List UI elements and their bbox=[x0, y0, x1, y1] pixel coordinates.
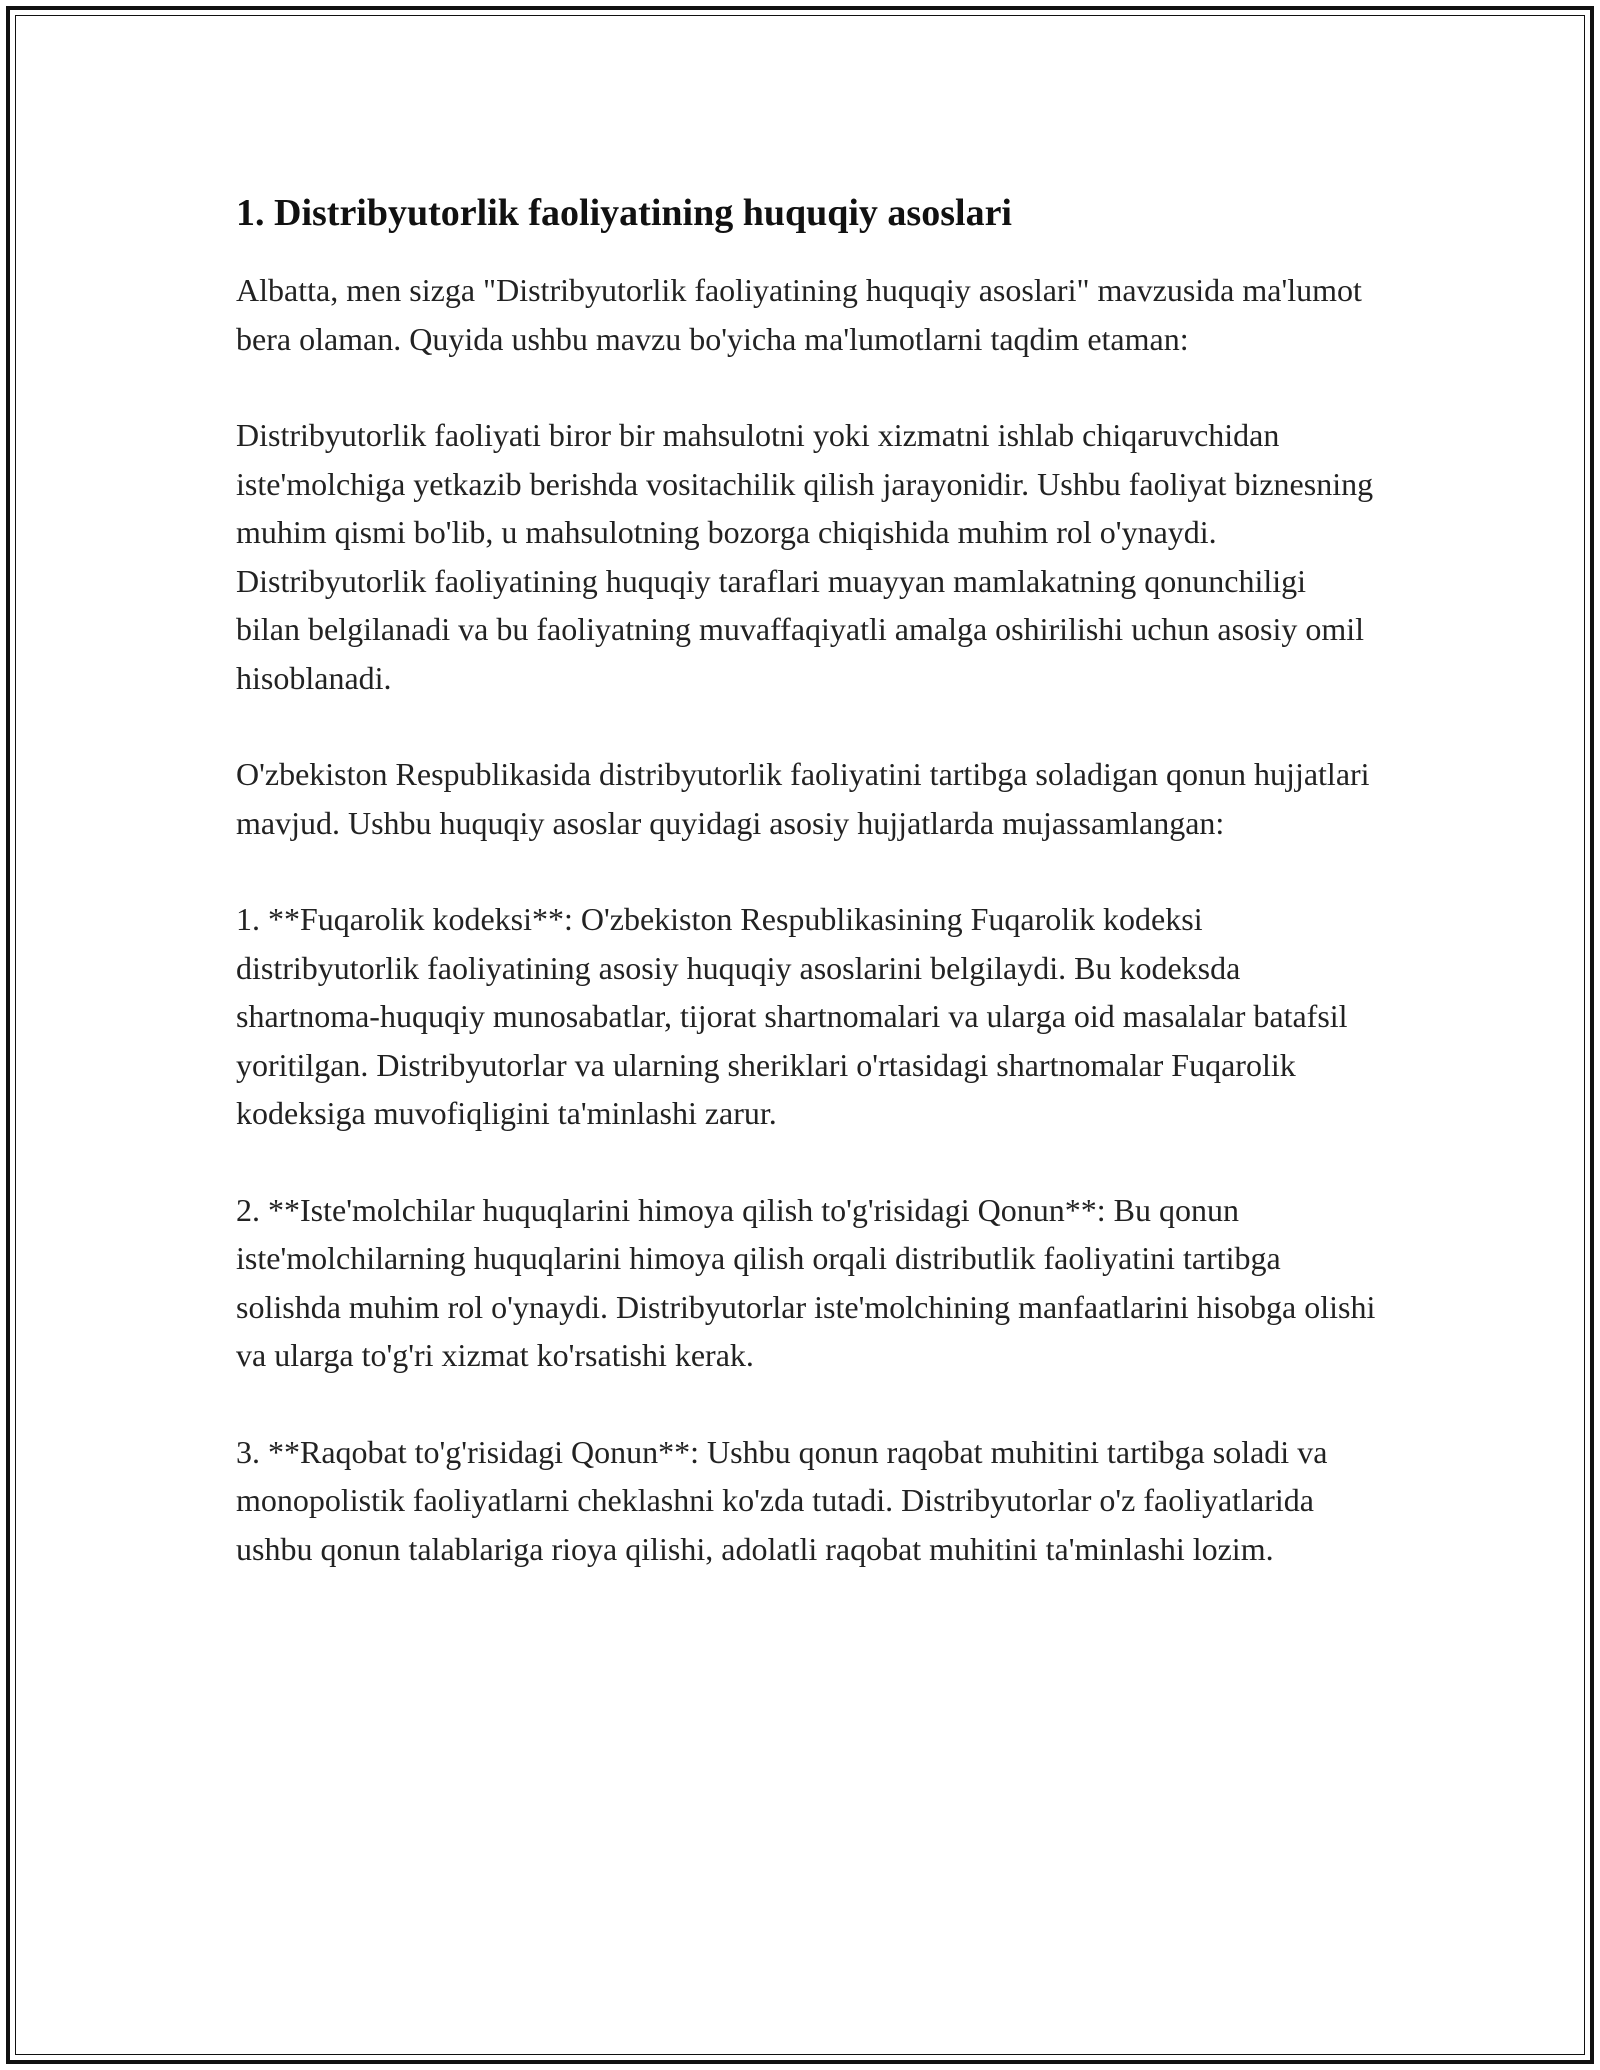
list-item-civil-code: 1. **Fuqarolik kodeksi**: O'zbekiston Respublikasining Fuqarolik kodeksi distribyutorlik faoliyatining asosiy huquqiy asoslarini belgilaydi. Bu kodeksda shartnoma-huquqiy munosabatlar, tijorat shartnomalari va ularga oid masalalar batafsil yoritilgan. Distribyutorlar va ularning sheriklari o'rtasidagi shartnomalar Fuqarolik kodeksiga muvofiqligini ta'minlashi zarur. bbox=[236, 901, 1348, 1131]
definition-paragraph: Distribyutorlik faoliyati biror bir mahsulotni yoki xizmatni ishlab chiqaruvchidan iste'molchiga yetkazib berishda vositachilik qilish jarayonidir. Ushbu faoliyat biznesning muhim qismi bo'lib, u mahsulotning bozorga chiqishida muhim rol o'ynaydi. Distribyutorlik faoliyatining huquqiy taraflari muayyan mamlakatning qonunchiligi bilan belgilanadi va bu faoliyatning muvaffaqiyatli amalga oshirilishi uchun asosiy omil hisoblanadi. bbox=[236, 417, 1374, 696]
intro-paragraph: Albatta, men sizga "Distribyutorlik faoliyatining huquqiy asoslari" mavzusida ma'lumot bera olaman. Quyida ushbu mavzu bo'yicha ma'lumotlarni taqdim etaman: bbox=[236, 272, 1362, 357]
list-item-competition-law: 3. **Raqobat to'g'risidagi Qonun**: Ushbu qonun raqobat muhitini tartibga soladi va monopolistik faoliyatlarni cheklashni ko'zda tutadi. Distribyutorlar o'z faoliyatlarida ushbu qonun talablariga rioya qilishi, adolatli raqobat muhitini ta'minlashi lozim. bbox=[236, 1433, 1328, 1567]
legislation-paragraph: O'zbekiston Respublikasida distribyutorlik faoliyatini tartibga soladigan qonun hujjatlari mavjud. Ushbu huquqiy asoslar quyidagi asosiy hujjatlarda mujassamlangan: bbox=[236, 756, 1370, 841]
document-heading: 1. Distribyutorlik faoliyatining huquqiy asoslari bbox=[236, 192, 1012, 234]
list-item-consumer-law: 2. **Iste'molchilar huquqlarini himoya qilish to'g'risidagi Qonun**: Bu qonun iste'molchilarning huquqlarini himoya qilish orqali distributlik faoliyatini tartibga solishda muhim rol o'ynaydi. Distribyutorlar iste'molchining manfaatlarini hisobga olishi va ularga to'g'ri xizmat ko'rsatishi kerak. bbox=[236, 1191, 1376, 1373]
document-body bbox=[236, 188, 1376, 1573]
